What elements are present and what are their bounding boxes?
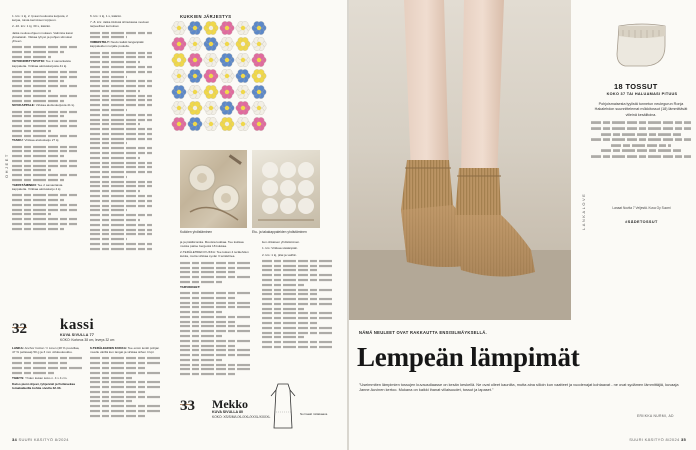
flower-motif [204,101,218,114]
kassi-subtitle: KUVA SIVULLA 77 [60,333,95,337]
flower-motif [204,69,218,82]
flower-motif [236,85,250,98]
right-folio [629,437,686,442]
section-text: Virkkaa aloitusketjusta 41 kj. [35,103,75,108]
right-side-label: LANKALOVE [581,192,586,230]
section-text: Virkkaa aloitusketju 27 kj. [24,138,60,143]
col3-paragraph: 2-TERÄLEHDEN KUKKA: Tee kukan 4 terälehden kukka, mutta virkkaa syvän 3 terälehtea. [180,250,249,259]
flower-motif [172,69,186,82]
mekko-caption: Normaali mittakaava [300,412,328,416]
flower-motif [204,85,218,98]
crochet-panel-icon [252,150,320,228]
flower-motif [252,21,266,34]
tossut-hashtag: #SÄDETOSSUT [625,220,658,224]
flower-motif [204,117,218,130]
col1-paragraph: Jatka neuloa ohjeen mukaan. Valmista kassi ylösalaisin. Vikkaa lyhyet ja pohjan silmukat yhteen. [12,30,73,43]
flower-motif [188,69,202,82]
text-lines [90,356,160,417]
section-head-vetokiristysputki: VETOKIRISTYSPUTKI: [12,59,45,64]
bag-panels-caption: Etu- ja takakappaleiden yhdistäminen [252,230,307,234]
text-lines [12,356,82,374]
kassi-note: Katso pieni ohjeet, tyhjennät ja fisilaisekaa lomakaikeilla kohtia sivulla 32-33. [12,381,75,390]
tossut-photo [349,0,571,320]
mekko-subtitle: KUVA SIVULLA 80 [212,410,244,414]
flower-motif [236,21,250,34]
flower-motif [188,101,202,114]
flower-motif [220,53,234,66]
kassi-pattern-number: 32 [12,321,27,337]
text-lines [12,70,77,103]
section-text: Tee 2 samanlaista kappaletta. Virkkaa aloitusketju 4 kj. [12,182,63,191]
section-text: Tee ensin lenkit pohjan muulle värillä kun langat ja virkkaa siihen 4 kpl. [90,346,160,355]
text-lines [12,110,77,138]
section-text: Neulo kaikki langanpäät kappaleiden nurjalle puolelle. [90,40,144,49]
right-folio-text: SUURI KÄSITYÖ 8/2024 [629,437,680,442]
joining-flowers-caption: Kukkien yhdistäminen [180,230,213,234]
col3-paragraph: ja ja pääliä lanka. Mootsia kukkaa. Tee kukkaa muista paitse bergestä 18 kukkaa. [180,240,244,249]
text-lines [12,193,77,231]
flower-motif [252,69,266,82]
text-lines [262,259,332,349]
flower-motif [220,69,234,82]
col4-paragraph: 2. krs: 1 kj, pilai ja vaiihin. [262,252,298,257]
flower-motif [204,53,218,66]
flower-order-title: KUKKIEN JÄRJESTYS [180,14,232,19]
section-head-tiheys: TIHEYS: [12,375,25,380]
sock-illustration [607,20,677,80]
section-head-viimeistely: VIIMEISTELY: [90,40,110,45]
instruction-column-2 [90,14,152,314]
kassi-title: kassi [60,317,95,333]
flower-motif [172,53,186,66]
flower-motif [204,37,218,50]
instruction-column-1 [12,14,77,314]
flower-motif [220,37,234,50]
col4-paragraph: 1. krs: Virkkaa sisäänpäin. [262,246,299,251]
section-head-tasku: TASKU: [12,138,24,143]
left-folio [12,437,69,442]
section-head-yhdistaminen: YHDISTÄMINEN: [12,182,37,187]
flower-motif [236,53,250,66]
flower-motif [220,21,234,34]
flower-motif [220,85,234,98]
left-folio-text: SUURI KÄSITYÖ 8/2024 [18,437,69,442]
flower-motif [188,53,202,66]
flower-motif [188,117,202,130]
tossut-size: KOKO 37 TAI HALUAMASI PITUUS [606,92,678,96]
right-page-number: 35 [680,437,686,442]
flower-motif [252,117,266,130]
section-head-tarvikkeet: TARVIKKEET: [180,284,201,289]
text-lines [90,51,152,251]
flower-motif [252,37,266,50]
col4-paragraph: lien ohkaisen yhdistäminen. [262,240,301,244]
text-lines [12,45,77,59]
text-lines [180,291,250,376]
photo-credit: ERIIKKA NURMI, AD [637,414,674,418]
flower-motif [220,117,234,130]
section-head-lanka: LANKA: [12,346,24,350]
flower-motif [188,21,202,34]
slippers-legs-icon [349,0,571,320]
section-text: Anchor Cotton 'n' Linen (48 % puuvillaa, 47 % pellavaa) 50 g ja 3 mm virkkuukoukku. [12,346,80,355]
left-side-label: OHJEET [4,153,9,178]
flower-motif [172,117,186,130]
flower-motif [172,21,186,34]
text-lines [12,145,77,183]
flower-grid-svg [168,20,268,132]
flower-motif [236,101,250,114]
mekko-size: KOKO: XS/S/M/L/XL/XXL/XXXL/XXXXL [212,415,271,419]
article-headline: Lempeän lämpimät [357,342,580,372]
text-lines [180,261,250,284]
mekko-title: Mekko [212,397,248,411]
section-head-sivukappale: SIVUKAPPALE: [12,103,35,108]
kassi-materials [12,346,82,436]
col1-paragraph: 1. krs: 1 kj, 2. lp:aan koukusta ketjusta, 2 ketjua, toista kerroksen loppuun. [12,14,68,23]
right-page [349,0,696,450]
col2-paragraph: 7.-8. krs: Jatka tiiviissä silmukassa neuloen tarpeelliset kerrokset. [90,20,150,29]
flower-motif [252,85,266,98]
text-lines [90,31,152,40]
instruction-column-4 [262,240,332,380]
flower-motif [236,69,250,82]
flower-motif [236,37,250,50]
sock-icon [607,20,677,75]
col1-paragraph: 2.-10. krs: 1 kj, 30 s, kääntö. [12,24,51,29]
tossut-yarn: Lanaat Novita 7 Veljestä. Kuva Oy Suomi [612,206,671,210]
kassi-size: KOKO: Korkeus 38 cm, leveys 32 cm [60,338,115,342]
article-strap: NÄMÄ NEULEET OVAT RAKKAUTTA ENSISILMÄYKSELLÄ. [359,330,487,335]
dress-schematic-icon [268,382,298,430]
tossut-description [591,102,691,160]
section-head-terav: 6-TERÄLEHDEN KUKKA: [90,346,127,350]
crochet-joining-icon [180,150,247,228]
flower-motif [188,85,202,98]
flower-motif [220,101,234,114]
text-lines [591,120,691,159]
flower-motif [172,85,186,98]
flower-motif [204,21,218,34]
left-page [0,0,347,450]
tossut-description-text: Pohjoismaisesta tyylistä tunnetun neulegurun Ronja Hakalehdon suunnittelemat mökkitossut (18) lämmittävät viileinä kesäiltoina. [594,102,688,117]
mekko-pattern-number: 33 [180,398,195,414]
section-text: Yhden kukan koko n. 4 x 4 cm. [25,375,68,380]
flower-motif [172,37,186,50]
kassi-instructions [90,346,160,436]
flower-motif [252,53,266,66]
flower-motif [172,101,186,114]
article-lead: "Useimmiten lämpimien tossujen kuvausdiaasse on kesän keskellä. Ne ovat olleet kauniita, mutta aina silloin kun vaatteet ja vuodenajat kohtaavat - ne ovat sydämen lämmittäjiä, kuvaaja Janne Auvinen kertoo. Mukana on kaikki ihanat villaisuudet, tossut ja lapaset." [359,382,679,393]
section-text: Tee 2 samanlaista kappaletta. Virkkaa aloitusketjusta 41 kj. [12,59,71,68]
flower-motif [188,37,202,50]
joining-flowers-photo [180,150,247,228]
flower-motif [252,101,266,114]
flower-motif [236,117,250,130]
bag-panels-photo [252,150,320,228]
tossut-heading: 18 TOSSUT [614,82,658,91]
flower-arrangement-diagram [168,20,268,132]
col2-paragraph: 6. krs: 1 kj, 1 s, kääntö. [90,14,122,18]
left-page-number: 34 [12,437,18,442]
dress-schematic [268,382,298,430]
